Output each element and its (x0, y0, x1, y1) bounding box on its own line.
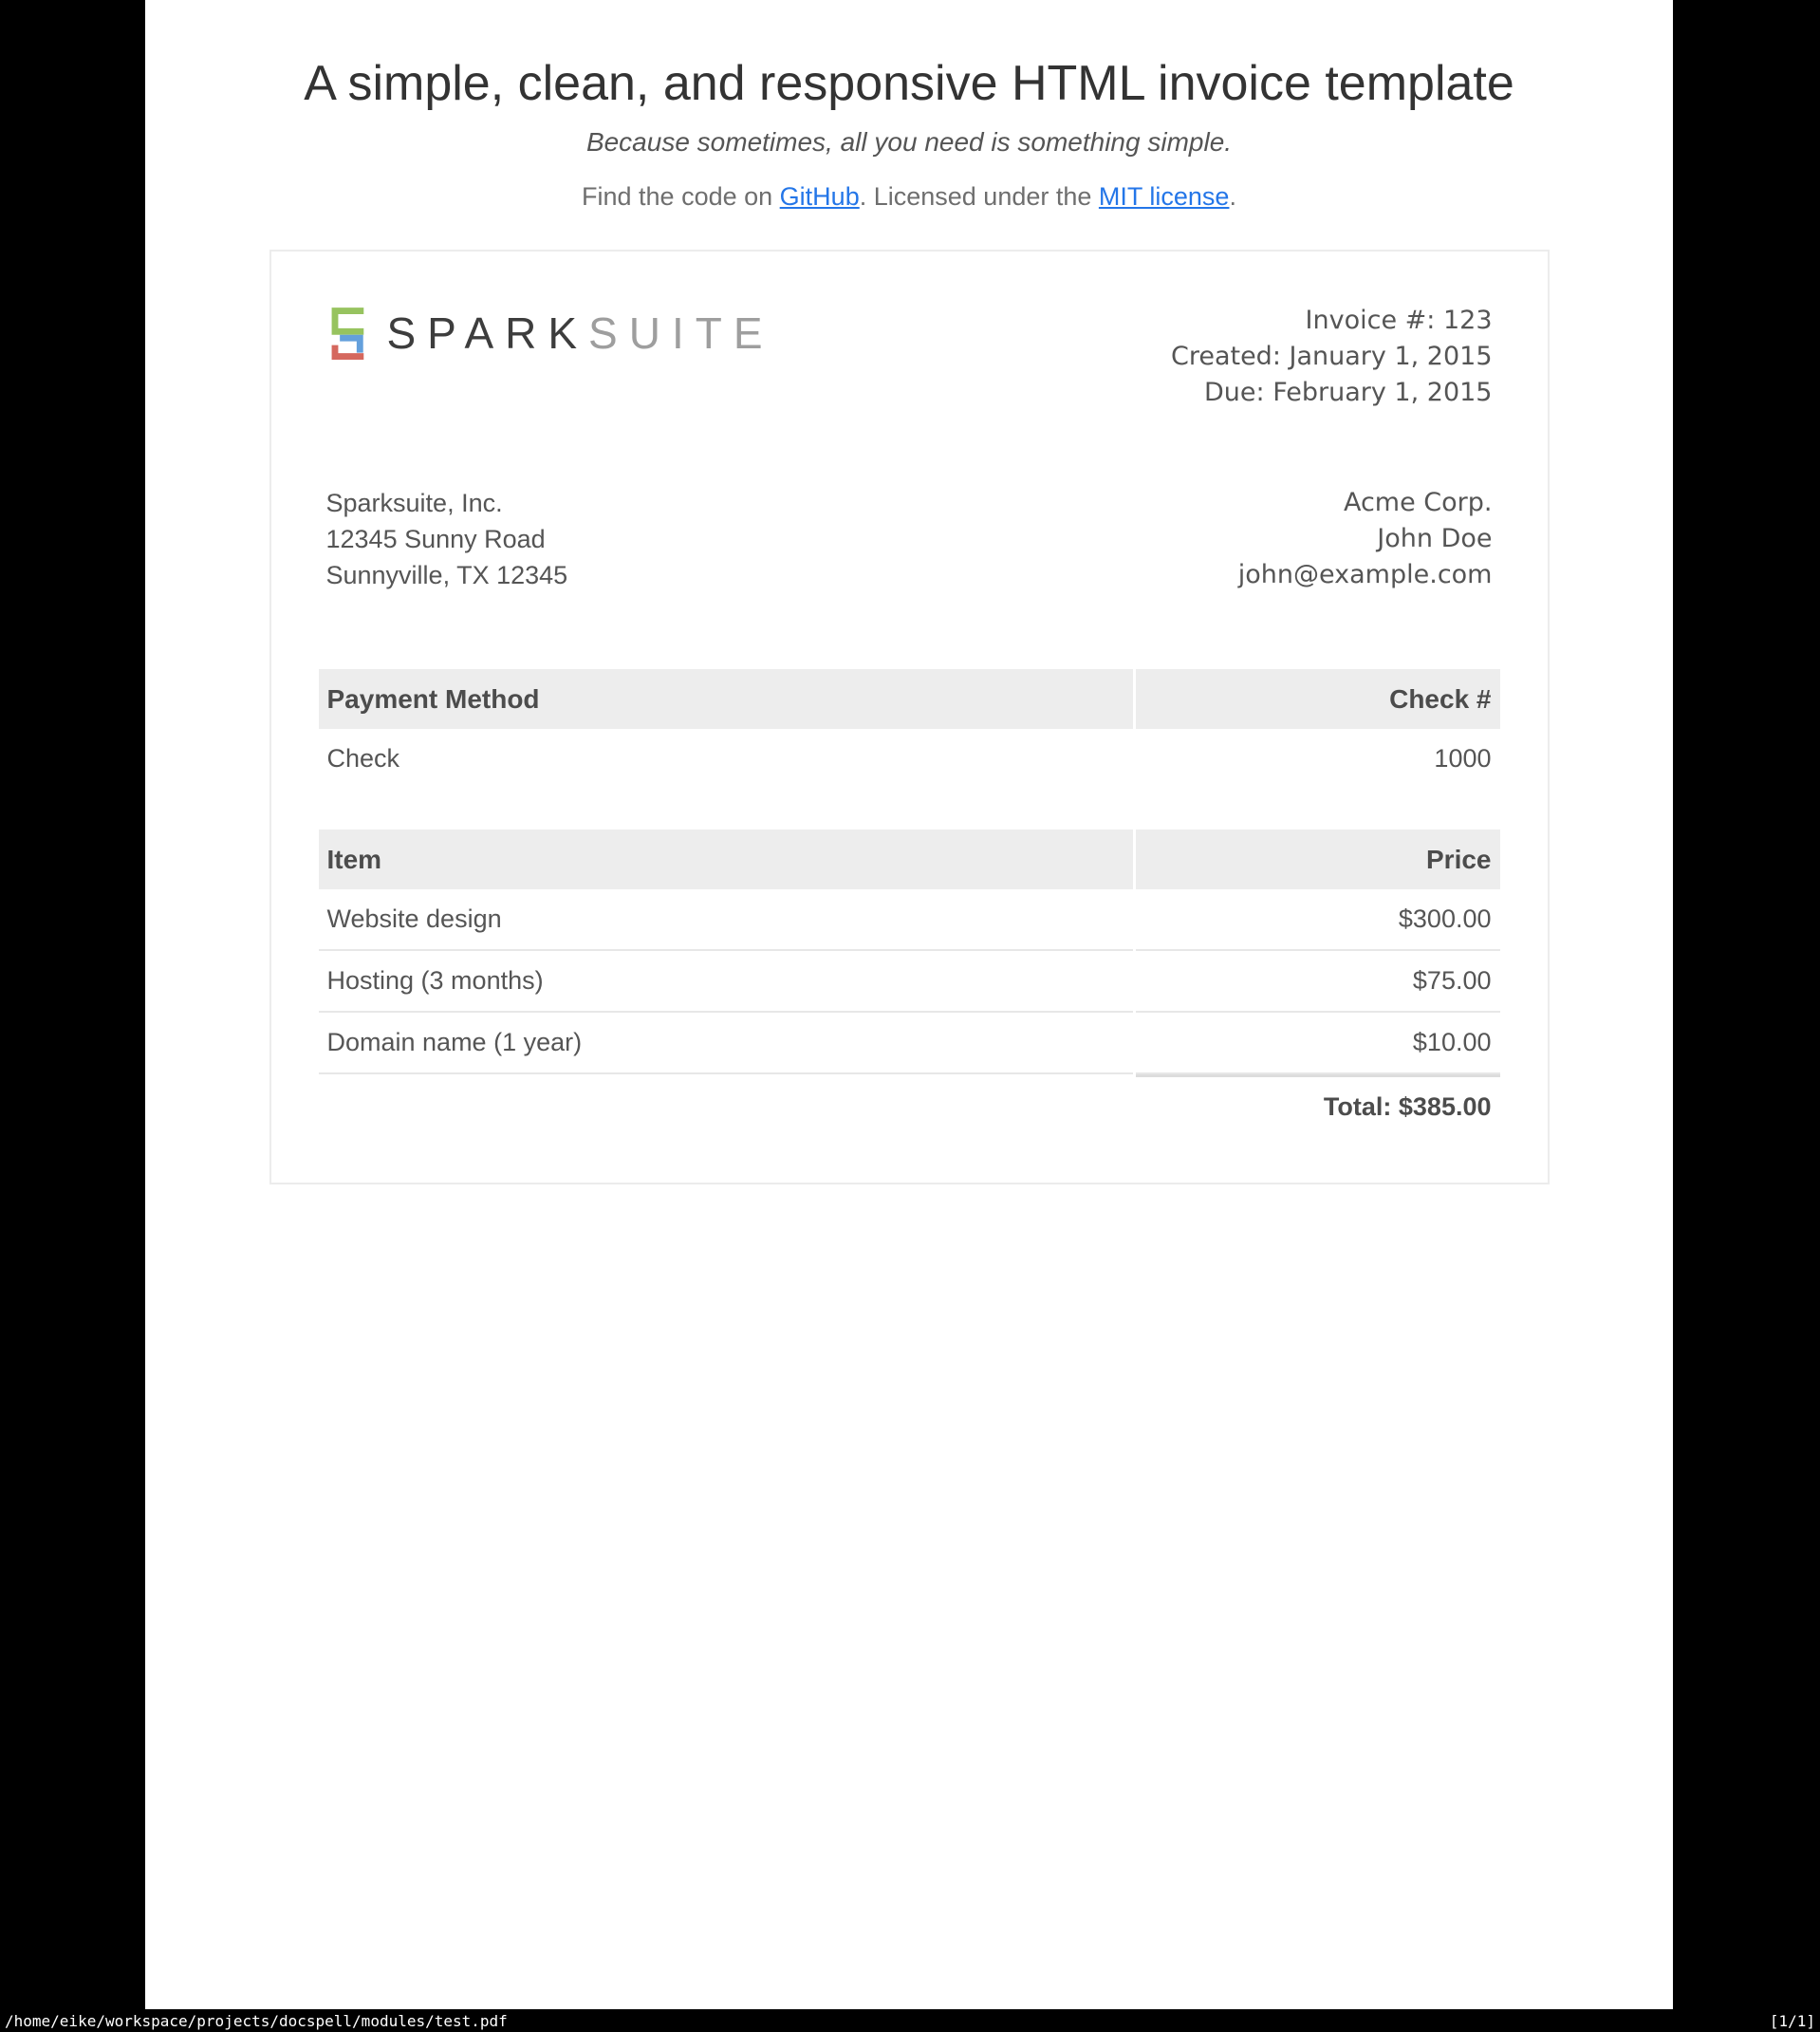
find-code-suffix: . (1229, 182, 1236, 211)
from-street: 12345 Sunny Road (325, 525, 546, 553)
billing-to-address (1238, 485, 1493, 593)
mit-license-link[interactable]: MIT license (1098, 182, 1230, 211)
find-code-prefix: Find the code on (582, 182, 780, 211)
item-name: Website design (319, 889, 1133, 951)
find-code-line (145, 182, 1673, 212)
invoice-box (269, 250, 1550, 1184)
items-table-header-row (319, 830, 1500, 889)
company-logo (326, 303, 774, 364)
pdf-page (145, 0, 1673, 2009)
statusbar-file-path: /home/eike/workspace/projects/docspell/modules/test.pdf (5, 2011, 508, 2030)
logo-wordmark-primary: SPARK (386, 308, 589, 358)
payment-table-row (319, 729, 1500, 816)
table-row (319, 1013, 1500, 1074)
table-row (319, 889, 1500, 951)
invoice-created-date: Created: January 1, 2015 (1170, 342, 1493, 371)
invoice-top-row (319, 295, 1500, 419)
item-header: Item (319, 830, 1133, 889)
total-value: Total: $385.00 (1136, 1074, 1500, 1137)
check-number-header: Check # (1136, 669, 1500, 729)
invoice-due-date: Due: February 1, 2015 (1204, 378, 1493, 407)
demo-page-header (145, 0, 1673, 212)
github-link[interactable]: GitHub (779, 182, 860, 211)
payment-method-value: Check (326, 744, 400, 773)
line-items-table (319, 830, 1500, 1137)
payment-table-header-row (319, 669, 1500, 729)
pdf-viewer-statusbar (0, 2009, 1820, 2032)
total-row (319, 1074, 1500, 1137)
find-code-middle: . Licensed under the (859, 182, 1099, 211)
statusbar-page-indicator: [1/1] (1769, 2011, 1815, 2030)
logo-wordmark-secondary: SUITE (588, 308, 774, 358)
payment-method-header: Payment Method (319, 669, 1133, 729)
table-row (319, 951, 1500, 1013)
from-company: Sparksuite, Inc. (325, 489, 503, 517)
to-company: Acme Corp. (1343, 488, 1493, 517)
logo-wordmark (386, 308, 774, 358)
billing-from-address (326, 485, 568, 593)
to-email: john@example.com (1237, 560, 1493, 589)
item-name: Domain name (1 year) (319, 1013, 1133, 1074)
item-name: Hosting (3 months) (319, 951, 1133, 1013)
from-city: Sunnyville, TX 12345 (325, 561, 568, 589)
sparksuite-spiral-s-icon (326, 303, 366, 364)
invoice-addresses-row (319, 477, 1500, 601)
check-number-value: 1000 (1434, 744, 1492, 773)
item-price: $75.00 (1136, 951, 1500, 1013)
payment-method-table (319, 669, 1500, 816)
item-price: $300.00 (1136, 889, 1500, 951)
invoice-number: Invoice #: 123 (1305, 306, 1493, 335)
price-header: Price (1136, 830, 1500, 889)
to-contact: John Doe (1377, 524, 1493, 553)
page-subtitle: Because sometimes, all you need is something simple. (585, 127, 1233, 157)
invoice-meta (1171, 303, 1493, 411)
page-title: A simple, clean, and responsive HTML invoice template (304, 56, 1514, 111)
total-spacer (319, 1074, 1133, 1137)
item-price: $10.00 (1136, 1013, 1500, 1074)
